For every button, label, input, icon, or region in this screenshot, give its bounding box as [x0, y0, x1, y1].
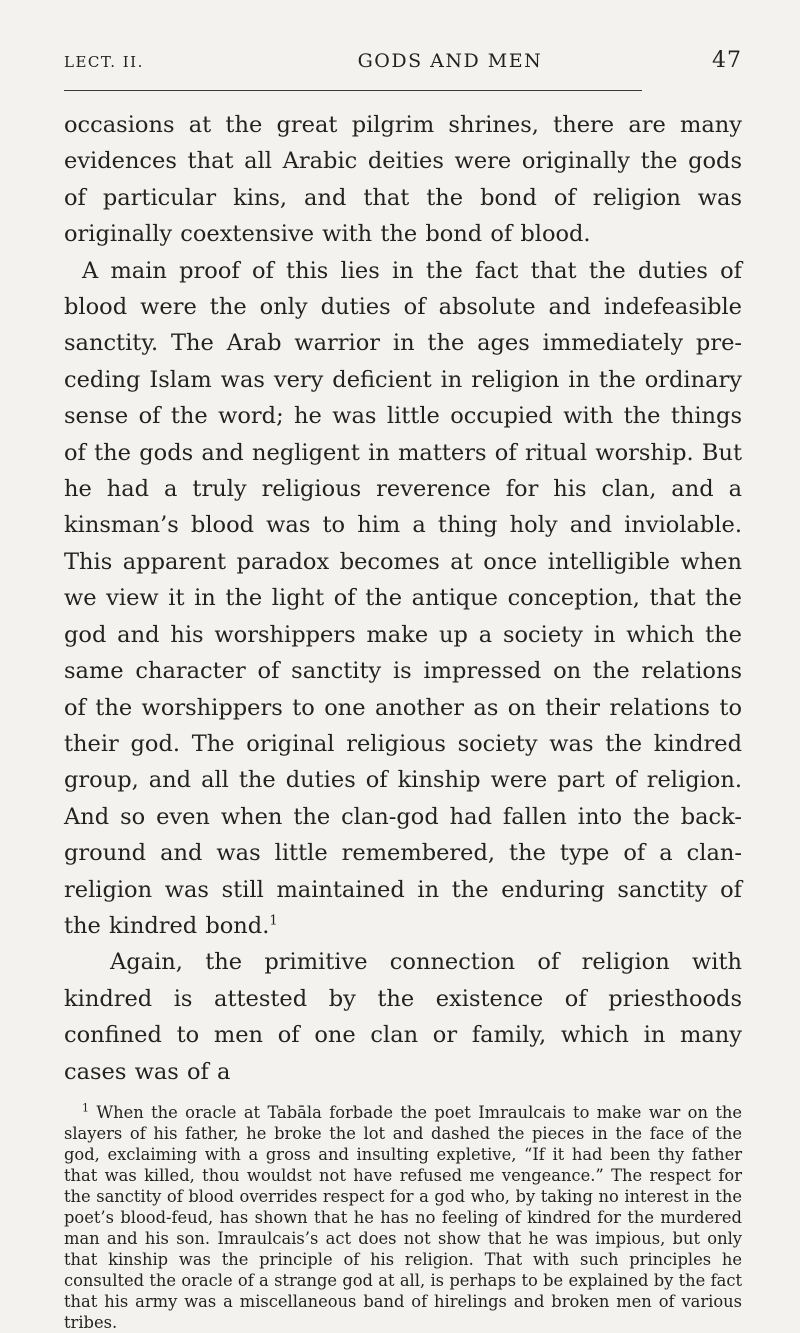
book-page: [64, 48, 742, 1333]
paragraph-3: Again, the primitive connection of religion with kindred is attested by the existence of priesthoods confined to men of one clan or family, which in many cases was of a: [64, 949, 742, 1085]
footnote-reference: 1: [269, 913, 278, 929]
footnote-text: When the oracle at Tabāla forbade the poet Imraulcais to make war on the slayers of his father, he broke the lot and dashed the pieces in the face of the god, exclaiming with a gross and insulting expletive, “If it had been thy father that was killed, thou wouldst not have refused me vengeance.” The respect for the sanctity of blood overrides respect for a god who, by taking no interest in the poet’s blood-feud, has shown that he has no feeling of kindred for the murdered man and his son. Imraulcais’s act does not show that he was impious, but only that kinship was the principle of his religion. That with such principles he consulted the oracle of a strange god at all, is perhaps to be explained by the fact that his army was a miscellaneous band of hirelings and broken men of various tribes.: [64, 1102, 742, 1332]
paragraph-2-text: A main proof of this lies in the fact that the duties of blood were the only duties of absolute and indefeasible sanctity. The Arab warrior in the ages immediately pre- ceding Islam was very deficient in religion in the ordinary sense of the word; he was little occupied with the things of the gods and negligent in matters of ritual worship. But he had a truly religious reverence for his clan, and a kinsman’s blood was to him a thing holy and inviolable. This apparent paradox becomes at once intelligible when we view it in the light of the antique conception, that the god and his worshippers make up a society in which the same character of sanctity is impressed on the relations of the worshippers to one another as on their relations to their god. The original religious society was the kindred group, and all the duties of kinship were part of religion. And so even when the clan-god had fallen into the back- ground and was little remembered, the type of a clan- religion was still maintained in the enduring sanctity of the kindred bond.: [64, 257, 742, 939]
running-header: [64, 48, 742, 78]
header-rule: [64, 90, 642, 91]
paragraph-2: [64, 253, 742, 945]
paragraph-1: occasions at the great pilgrim shrines, there are many evidences that all Arabic deities were originally the gods of particular kins, and that the bond of religion was originally coextensive with the bond of blood.: [64, 112, 742, 248]
lecture-label: LECT. II.: [64, 53, 144, 71]
footnote-mark: 1: [82, 1101, 89, 1115]
footnote: [64, 1102, 742, 1333]
running-title: GODS AND MEN: [357, 50, 543, 72]
main-text: [64, 107, 742, 1090]
footnote-paragraph: [64, 1102, 742, 1333]
page-number: 47: [712, 48, 742, 73]
